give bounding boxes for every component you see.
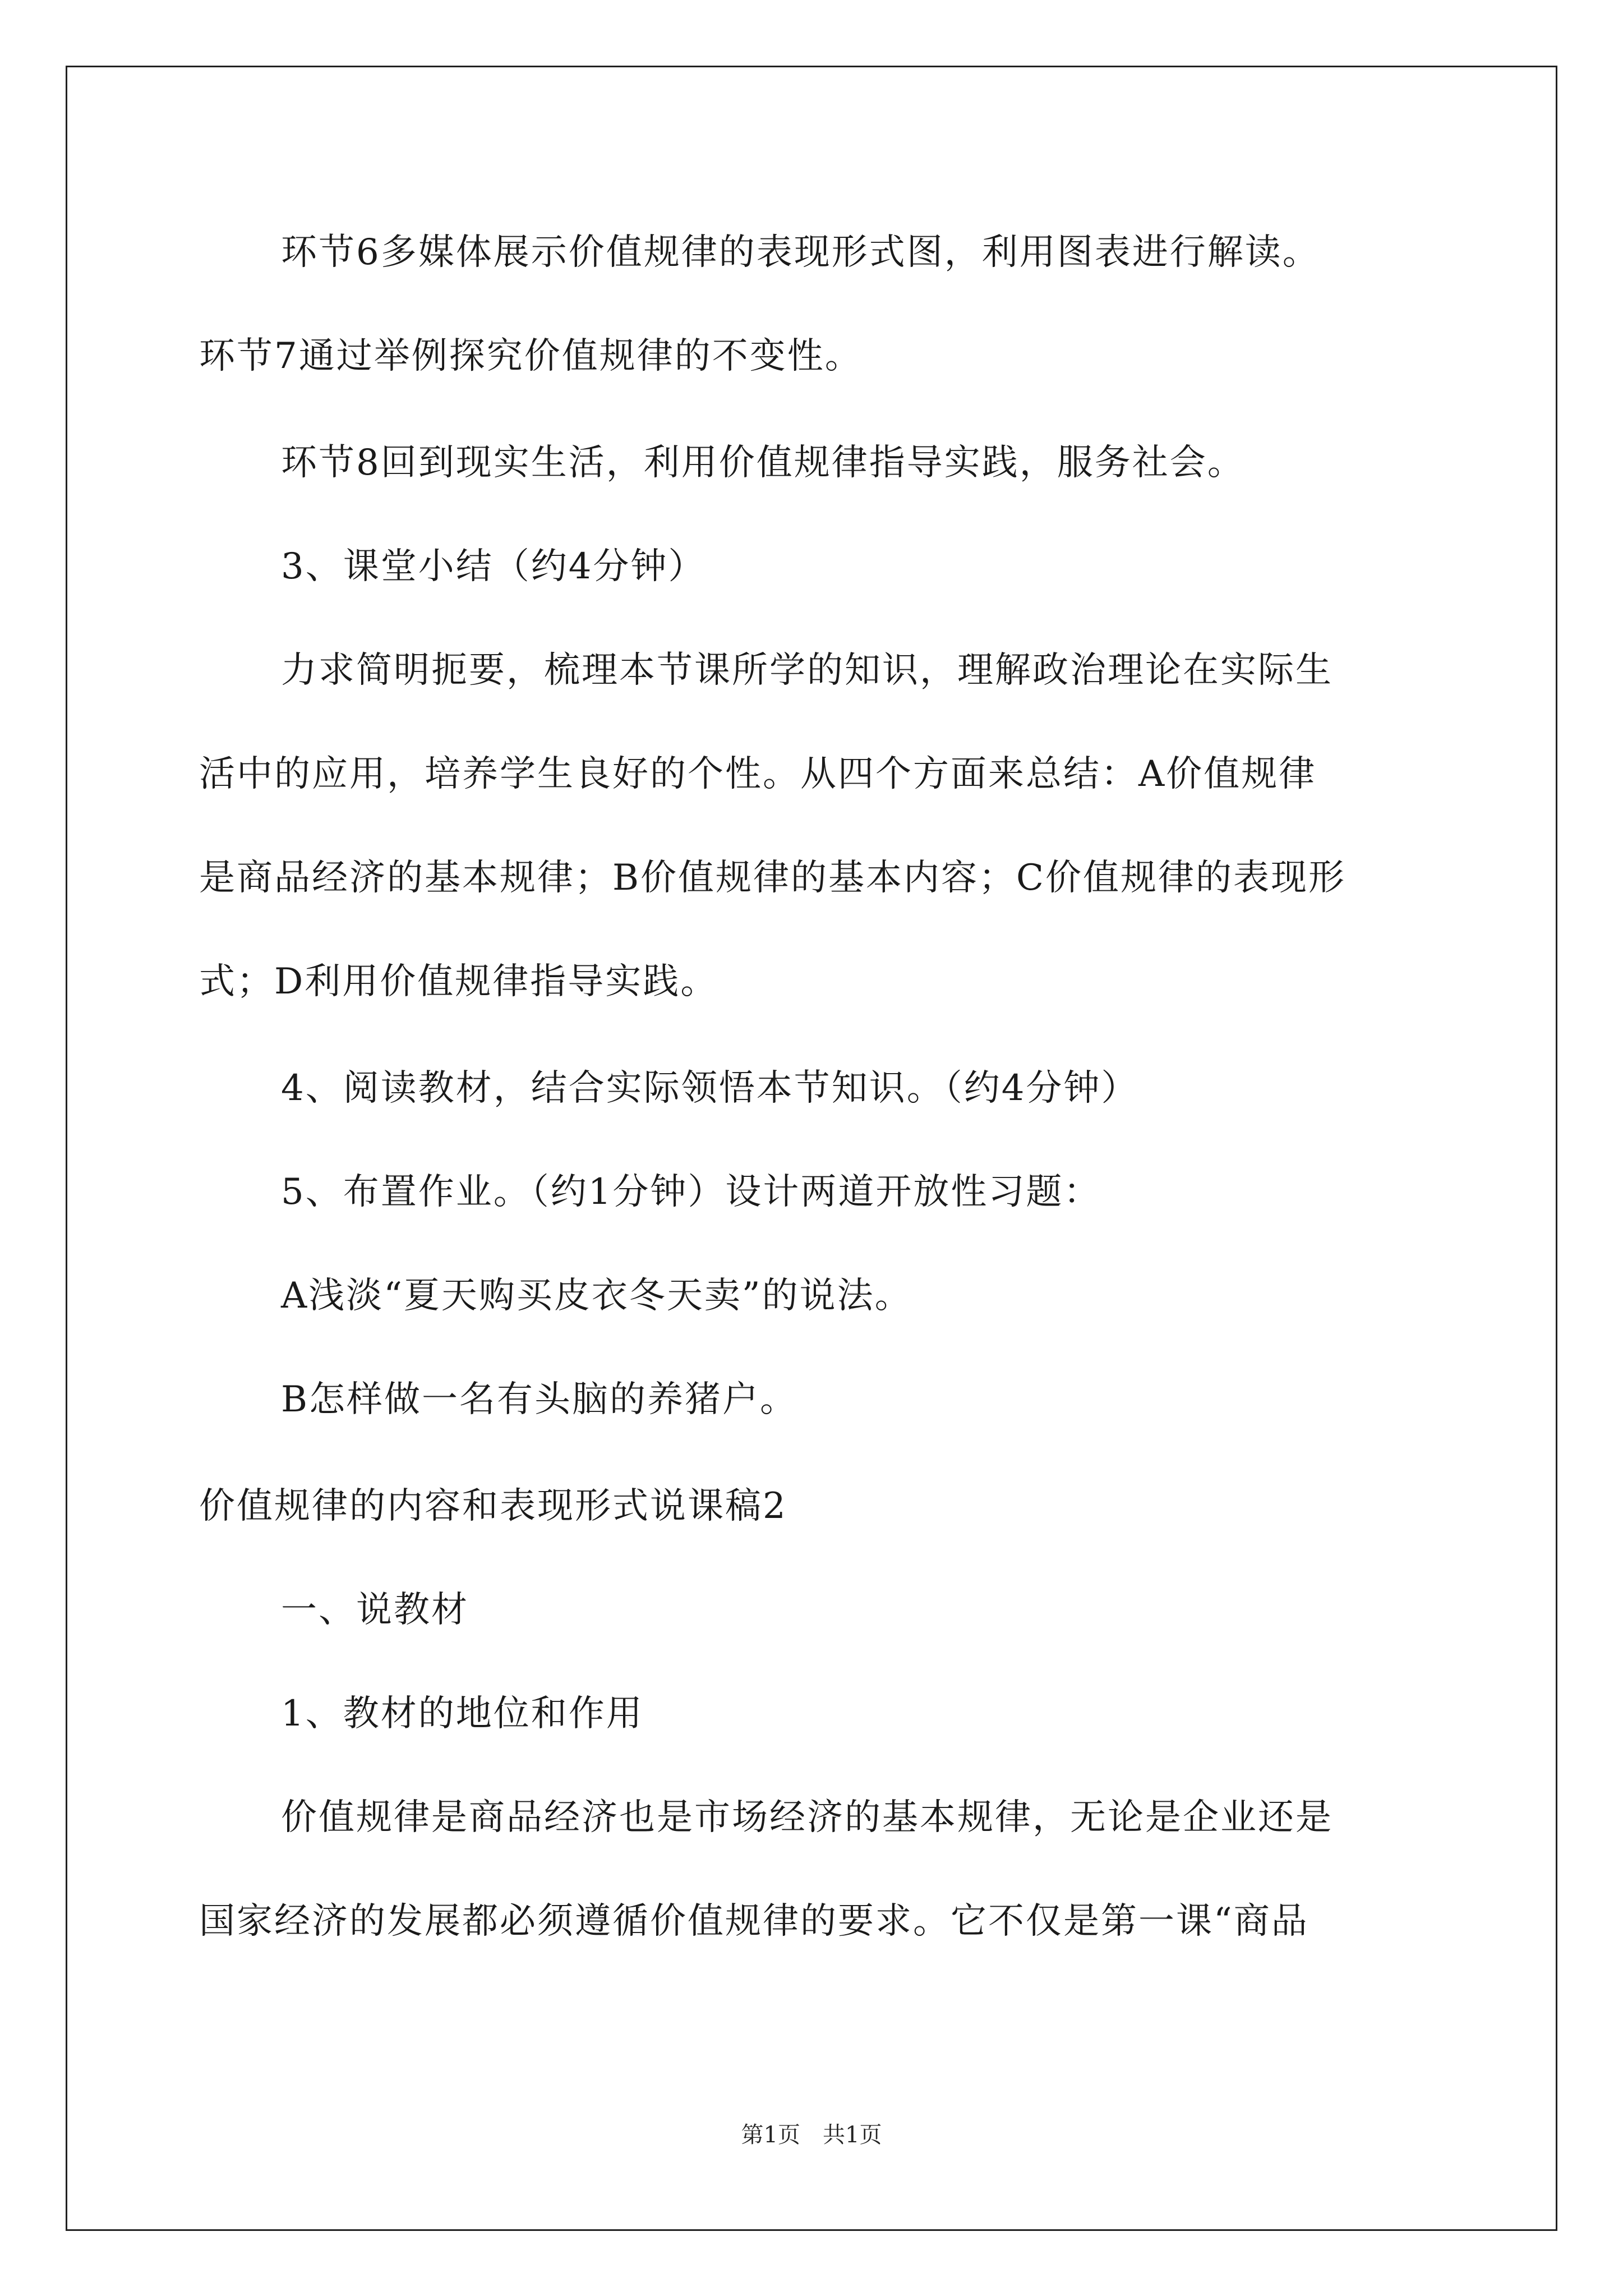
paragraph-line: B怎样做一名有头脑的养猪户。 bbox=[281, 1379, 798, 1420]
paragraph-line: 力求简明扼要，梳理本节课所学的知识，理解政治理论在实际生 bbox=[281, 650, 1333, 691]
paragraph-line: A浅淡“夏天购买皮衣冬天卖”的说法。 bbox=[281, 1275, 912, 1317]
section-heading: 一、说教材 bbox=[281, 1589, 469, 1631]
paragraph-line: 环节6多媒体展示价值规律的表现形式图，利用图表进行解读。 bbox=[281, 232, 1320, 273]
section-heading: 1、教材的地位和作用 bbox=[281, 1693, 644, 1734]
section-heading: 3、课堂小结（约4分钟） bbox=[281, 546, 706, 587]
paragraph-line: 是商品经济的基本规律；B价值规律的基本内容；C价值规律的表现形 bbox=[199, 857, 1346, 899]
page-footer: 第1页 共1页 bbox=[741, 2122, 882, 2148]
paragraph-line: 环节8回到现实生活，利用价值规律指导实践，服务社会。 bbox=[281, 442, 1245, 484]
section-heading: 5、布置作业。（约1分钟）设计两道开放性习题： bbox=[281, 1171, 1101, 1213]
paragraph-line: 价值规律是商品经济也是市场经济的基本规律，无论是企业还是 bbox=[281, 1797, 1333, 1838]
document-title: 价值规律的内容和表现形式说课稿2 bbox=[199, 1485, 787, 1527]
paragraph-line: 国家经济的发展都必须遵循价值规律的要求。它不仅是第一课“商品 bbox=[199, 1901, 1309, 1942]
section-heading: 4、阅读教材，结合实际领悟本节知识。（约4分钟） bbox=[281, 1068, 1139, 1109]
paragraph-line: 环节7通过举例探究价值规律的不变性。 bbox=[199, 335, 863, 377]
paragraph-line: 式；D利用价值规律指导实践。 bbox=[199, 961, 718, 1002]
paragraph-line: 活中的应用，培养学生良好的个性。从四个方面来总结：A价值规律 bbox=[199, 753, 1317, 795]
